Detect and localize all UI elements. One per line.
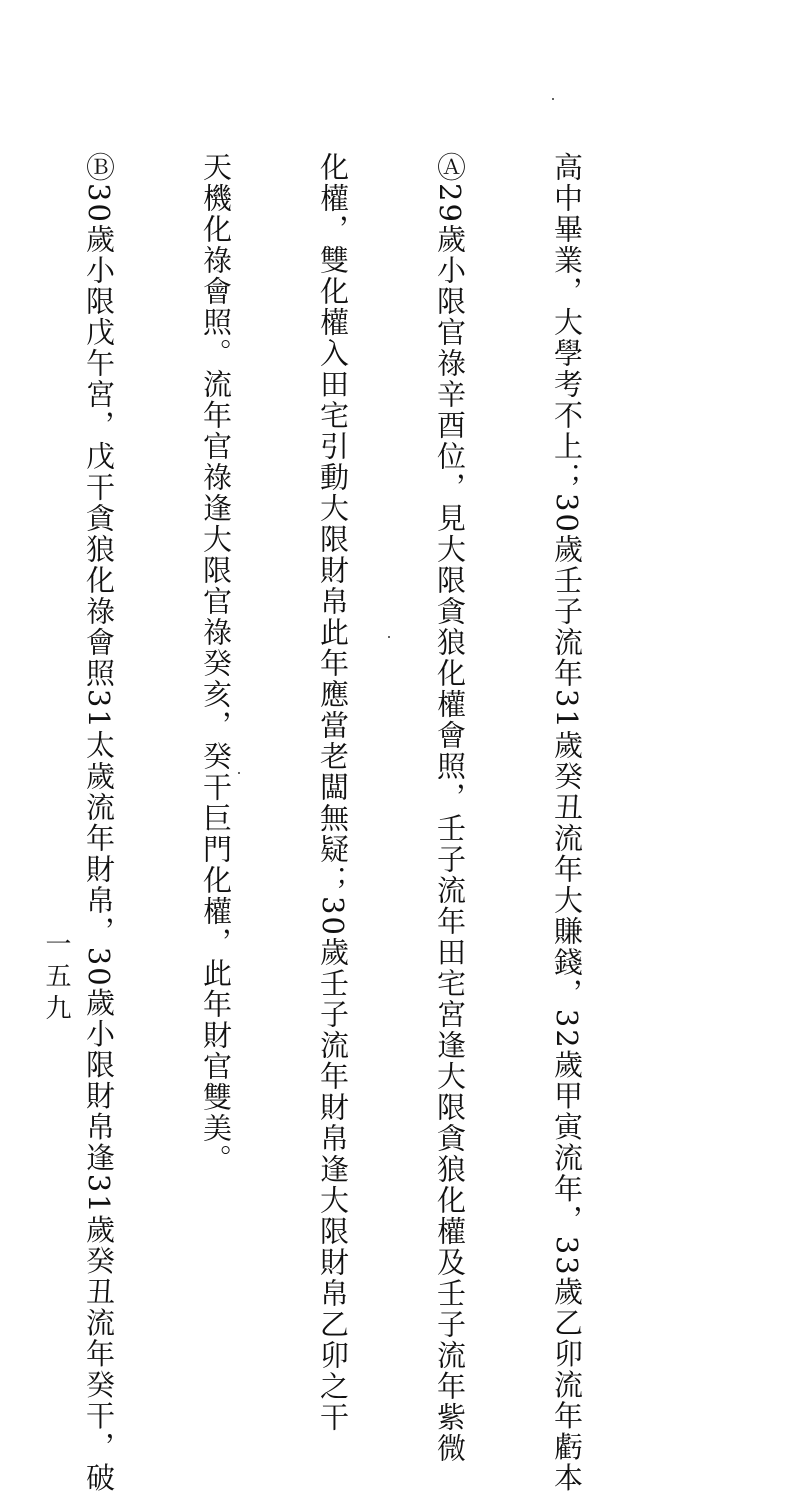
scan-speck (238, 772, 240, 774)
scan-speck (552, 98, 554, 100)
text-line-6 (0, 152, 1, 1112)
body-text (0, 152, 664, 1494)
scan-speck (388, 636, 390, 638)
text-line-3: 化權，雙化權入田宅引動大限財帛此年應當老闆無疑；30歲壬子流年財帛逢大限財帛乙卯之干 (316, 152, 350, 1433)
text-line-2: Ⓐ29歲小限官祿辛酉位，見大限貪狼化權會照，壬子流年田宅宮逢大限貪狼化權及壬子流年紫微 (433, 152, 467, 1464)
text-line-1: 高中畢業，大學考不上；30歲壬子流年31歲癸丑流年大賺錢，32歲甲寅流年，33歲乙卯流年虧本 (550, 152, 584, 1494)
text-line-5: Ⓑ30歲小限戊午宮，戊干貪狼化祿會照31太歲流年財帛，30歲小限財帛逢31歲癸丑流年癸干，破 (82, 152, 116, 1494)
text-line-4: 天機化祿會照。流年官祿逢大限官祿癸亥，癸干巨門化權，此年財官雙美。 (199, 152, 233, 1175)
page-number: 一五九 (41, 930, 71, 1026)
